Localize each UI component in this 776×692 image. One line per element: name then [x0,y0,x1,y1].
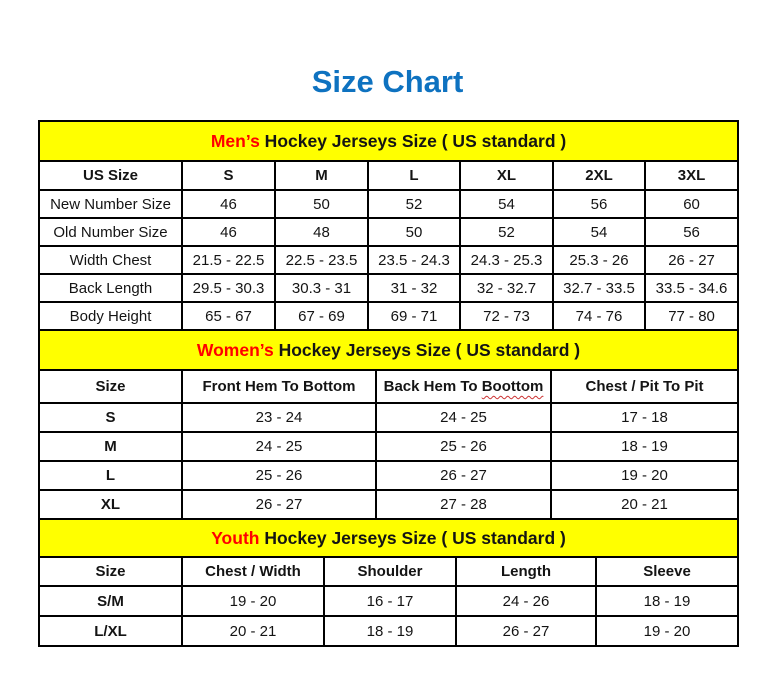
table-cell: 24.3 - 25.3 [460,246,553,274]
table-cell: 19 - 20 [182,586,324,616]
table-cell: 17 - 18 [551,403,738,432]
size-cell: M [39,432,182,461]
table-cell: 23.5 - 24.3 [368,246,460,274]
size-cell: L/XL [39,616,182,646]
table-cell: 56 [553,190,645,218]
youth-col-header-sleeve: Sleeve [596,557,738,586]
table-cell: 27 - 28 [376,490,551,519]
table-cell: 60 [645,190,738,218]
size-cell: S/M [39,586,182,616]
table-cell: 77 - 80 [645,302,738,330]
mens-table-title [39,121,738,161]
table-cell: 19 - 20 [596,616,738,646]
row-label: Body Height [39,302,182,330]
back-hem-label-prefix: Back Hem To [383,378,478,395]
table-cell: 26 - 27 [182,490,376,519]
size-cell: S [39,403,182,432]
womens-title-highlight: Women’s [196,339,274,360]
mens-header-row [39,161,738,190]
youth-col-header-shoulder: Shoulder [324,557,456,586]
table-cell: 25 - 26 [376,432,551,461]
table-cell: 48 [275,218,368,246]
youth-col-header-length: Length [456,557,596,586]
womens-col-header-chest: Chest / Pit To Pit [551,370,738,403]
table-row-width-chest [39,246,738,274]
row-label: Back Length [39,274,182,302]
table-cell: 18 - 19 [596,586,738,616]
youth-table-title [39,519,738,557]
row-label: Width Chest [39,246,182,274]
mens-col-header-m: M [275,161,368,190]
womens-size-table [38,329,739,520]
table-cell: 67 - 69 [275,302,368,330]
table-row-youth-sm [39,586,738,616]
table-cell: 24 - 25 [182,432,376,461]
row-label: Old Number Size [39,218,182,246]
womens-col-header-front-hem: Front Hem To Bottom [182,370,376,403]
table-row-new-number-size [39,190,738,218]
table-cell: 52 [368,190,460,218]
table-cell: 20 - 21 [182,616,324,646]
size-cell: XL [39,490,182,519]
womens-table-title-row [39,330,738,370]
table-cell: 33.5 - 34.6 [645,274,738,302]
table-cell: 52 [460,218,553,246]
mens-col-header-2xl: 2XL [553,161,645,190]
table-row-women-xl [39,490,738,519]
table-cell: 22.5 - 23.5 [275,246,368,274]
table-cell: 20 - 21 [551,490,738,519]
mens-table-title-row [39,121,738,161]
table-row-women-s [39,403,738,432]
mens-title-rest: Hockey Jerseys Size ( US standard ) [259,130,567,151]
table-cell: 23 - 24 [182,403,376,432]
table-cell: 46 [182,190,275,218]
womens-table-title [39,330,738,370]
table-cell: 69 - 71 [368,302,460,330]
womens-col-header-back-hem [376,370,551,403]
table-cell: 54 [460,190,553,218]
table-cell: 50 [368,218,460,246]
table-cell: 26 - 27 [645,246,738,274]
table-cell: 50 [275,190,368,218]
table-cell: 18 - 19 [324,616,456,646]
table-cell: 54 [553,218,645,246]
page-title: Size Chart [311,64,464,99]
womens-title-rest: Hockey Jerseys Size ( US standard ) [273,339,581,360]
table-row-women-m [39,432,738,461]
mens-col-header-us-size: US Size [39,161,182,190]
table-cell: 31 - 32 [368,274,460,302]
mens-col-header-s: S [182,161,275,190]
table-row-body-height [39,302,738,330]
mens-size-table [38,120,739,331]
youth-table-title-row [39,519,738,557]
mens-col-header-xl: XL [460,161,553,190]
table-cell: 46 [182,218,275,246]
mens-title-highlight: Men’s [210,130,260,151]
table-cell: 24 - 25 [376,403,551,432]
mens-col-header-l: L [368,161,460,190]
table-cell: 72 - 73 [460,302,553,330]
youth-title-rest: Hockey Jerseys Size ( US standard ) [259,527,566,548]
youth-title-highlight: Youth [211,527,260,548]
table-cell: 25 - 26 [182,461,376,490]
table-cell: 24 - 26 [456,586,596,616]
table-cell: 26 - 27 [456,616,596,646]
womens-header-row [39,370,738,403]
table-cell: 65 - 67 [182,302,275,330]
table-cell: 19 - 20 [551,461,738,490]
table-cell: 74 - 76 [553,302,645,330]
table-cell: 32.7 - 33.5 [553,274,645,302]
table-row-old-number-size [39,218,738,246]
back-hem-misspelled-word: Boottom [481,378,544,395]
youth-col-header-size: Size [39,557,182,586]
youth-header-row [39,557,738,586]
table-cell: 18 - 19 [551,432,738,461]
table-cell: 29.5 - 30.3 [182,274,275,302]
table-row-back-length [39,274,738,302]
row-label: New Number Size [39,190,182,218]
youth-size-table [38,518,739,647]
table-cell: 32 - 32.7 [460,274,553,302]
table-cell: 16 - 17 [324,586,456,616]
mens-col-header-3xl: 3XL [645,161,738,190]
table-row-women-l [39,461,738,490]
table-cell: 56 [645,218,738,246]
table-row-youth-lxl [39,616,738,646]
table-cell: 25.3 - 26 [553,246,645,274]
table-cell: 21.5 - 22.5 [182,246,275,274]
size-cell: L [39,461,182,490]
womens-col-header-size: Size [39,370,182,403]
youth-col-header-chest-width: Chest / Width [182,557,324,586]
table-cell: 30.3 - 31 [275,274,368,302]
table-cell: 26 - 27 [376,461,551,490]
